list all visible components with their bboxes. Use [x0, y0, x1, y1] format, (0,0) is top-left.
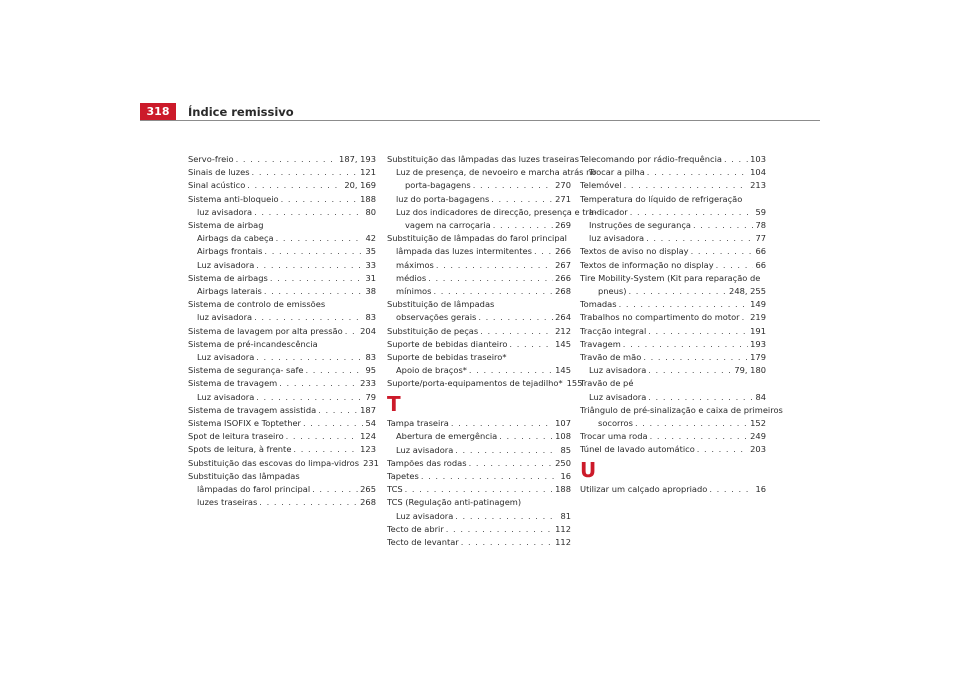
index-entry-label: luz do porta-bagagens — [396, 193, 490, 204]
index-entry-page: 112 — [555, 536, 571, 547]
dot-leader — [428, 273, 553, 285]
dot-leader — [509, 339, 553, 351]
dot-leader — [499, 431, 553, 443]
index-entry-label: luz avisadora — [589, 233, 645, 244]
index-entry-label: porta-bagagens — [405, 180, 471, 191]
index-entry — [387, 286, 571, 298]
dot-leader — [635, 418, 748, 430]
dot-leader — [446, 524, 553, 536]
index-entry-label: médios — [396, 272, 427, 283]
index-entry-label: Tracção integral — [580, 325, 647, 336]
index-entry — [188, 260, 376, 272]
dot-leader — [534, 246, 553, 258]
index-entry-page: 204 — [360, 325, 376, 336]
index-heading: TCS (Regulação anti-patinagem) — [387, 497, 522, 508]
dot-leader — [709, 484, 753, 496]
dot-leader — [648, 365, 732, 377]
dot-leader — [279, 378, 358, 390]
index-entry — [387, 260, 571, 272]
dot-leader — [624, 180, 749, 192]
index-column-3 — [580, 154, 783, 497]
index-entry-page: 66 — [755, 246, 766, 257]
dot-leader — [270, 273, 364, 285]
index-entry-label: Sistema de lavagem por alta pressão — [188, 325, 343, 336]
index-entry-label: Utilizar um calçado apropriado — [580, 484, 708, 495]
dot-leader — [303, 418, 363, 430]
index-entry — [580, 299, 766, 311]
index-entry-label: Trabalhos no compartimento do motor — [580, 312, 740, 323]
dot-leader — [650, 431, 749, 443]
index-entry-page: 112 — [555, 523, 571, 534]
index-entry — [387, 524, 571, 536]
dot-leader — [256, 260, 363, 272]
index-entry-label: Sistema de airbags — [188, 272, 268, 283]
dot-leader — [693, 220, 753, 232]
dot-leader — [254, 207, 363, 219]
index-entry — [387, 484, 571, 496]
dot-leader — [436, 260, 553, 272]
index-entry — [580, 365, 766, 377]
index-entry-label: Luz avisadora — [589, 391, 647, 402]
index-entry-label: Indicador — [589, 206, 628, 217]
index-column-1 — [188, 154, 379, 510]
index-entry-page: 212 — [555, 325, 571, 336]
dot-leader — [742, 312, 749, 324]
index-entry — [188, 194, 376, 206]
index-entry-page: 80 — [365, 206, 376, 217]
dot-leader — [345, 326, 358, 338]
index-entry — [188, 154, 376, 166]
index-entry-page: 79 — [365, 391, 376, 402]
dot-leader — [259, 497, 358, 509]
dot-leader — [254, 312, 363, 324]
index-entry — [580, 392, 766, 404]
index-heading: Temperatura do líquido de refrigeração — [580, 193, 743, 204]
index-entry-page: 250 — [555, 457, 571, 468]
index-entry-label: TCS — [387, 484, 403, 495]
dot-leader — [451, 418, 553, 430]
index-entry — [387, 339, 571, 351]
index-heading: Sistema de airbag — [188, 220, 264, 231]
index-entry — [580, 233, 766, 245]
index-entry-label: Luz avisadora — [197, 259, 255, 270]
index-entry-page: 79, 180 — [734, 365, 766, 376]
index-entry-label: Luz avisadora — [197, 352, 255, 363]
index-entry-page: 265 — [360, 484, 376, 495]
index-entry — [188, 352, 376, 364]
index-entry-label: Airbags frontais — [197, 246, 263, 257]
index-entry-page: 187 — [360, 404, 376, 415]
dot-leader — [461, 537, 553, 549]
index-heading: Substituição das lâmpadas — [188, 470, 300, 481]
dot-leader — [469, 365, 553, 377]
index-entry-page: 193 — [750, 338, 766, 349]
dot-leader — [623, 339, 748, 351]
index-heading: Suporte de bebidas traseiro* — [387, 352, 507, 363]
dot-leader — [264, 246, 363, 258]
index-entry-label: mínimos — [396, 286, 432, 297]
index-entry — [387, 458, 571, 470]
index-entry-page: 269 — [555, 220, 571, 231]
index-entry-label: Tecto de levantar — [387, 536, 459, 547]
dot-leader — [256, 392, 363, 404]
dot-leader — [697, 444, 748, 456]
index-entry-page: 108 — [555, 431, 571, 442]
index-entry-label: vagem na carroçaria — [405, 220, 491, 231]
index-entry — [580, 260, 766, 272]
index-entry-label: lâmpada das luzes intermitentes — [396, 246, 532, 257]
dot-leader — [493, 220, 553, 232]
index-entry — [387, 445, 571, 457]
index-heading: Luz dos indicadores de direcção, presença e tra- — [396, 206, 597, 217]
index-entry — [188, 418, 376, 430]
index-entry-page: 268 — [555, 286, 571, 297]
dot-leader — [646, 233, 753, 245]
index-entry-page: 188 — [555, 484, 571, 495]
index-entry — [580, 312, 766, 324]
index-entry — [188, 497, 376, 509]
index-heading: Triângulo de pré-sinalização e caixa de primeiros — [580, 404, 783, 415]
index-entry-label: pneus) — [598, 286, 627, 297]
index-entry — [387, 312, 571, 324]
index-entry — [387, 273, 571, 285]
dot-leader — [628, 286, 727, 298]
index-entry — [188, 233, 376, 245]
dot-leader — [643, 352, 748, 364]
index-entry-page: 271 — [555, 193, 571, 204]
index-column-2 — [387, 154, 597, 550]
index-entry — [188, 444, 376, 456]
index-entry-label: Luz avisadora — [396, 444, 454, 455]
index-entry-label: luz avisadora — [197, 312, 253, 323]
index-entry-label: Sistema de travagem assistida — [188, 404, 317, 415]
dot-leader — [281, 194, 359, 206]
index-entry — [188, 207, 376, 219]
index-entry-page: 179 — [750, 352, 766, 363]
index-entry-page: 249 — [750, 431, 766, 442]
index-entry — [188, 286, 376, 298]
page-number: 318 — [140, 103, 176, 121]
index-entry — [387, 194, 571, 206]
index-entry — [580, 339, 766, 351]
index-entry — [580, 286, 766, 298]
index-entry-page: 77 — [755, 233, 766, 244]
dot-leader — [264, 286, 364, 298]
index-entry — [188, 326, 376, 338]
index-entry-page: 268 — [360, 497, 376, 508]
index-entry-label: observações gerais — [396, 312, 477, 323]
index-entry-label: Travão de mão — [580, 352, 642, 363]
dot-leader — [473, 180, 553, 192]
index-entry — [387, 511, 571, 523]
index-entry-page: 203 — [750, 444, 766, 455]
index-entry-page: 266 — [555, 272, 571, 283]
index-entry-label: Apoio de braços* — [396, 365, 467, 376]
dot-leader — [455, 445, 558, 457]
index-entry-page: 20, 169 — [344, 180, 376, 191]
index-entry-page: 54 — [365, 418, 376, 429]
index-entry-label: luz avisadora — [197, 206, 253, 217]
dot-leader — [252, 167, 359, 179]
dot-leader — [478, 312, 553, 324]
index-entry-page: 264 — [555, 312, 571, 323]
index-entry — [188, 484, 376, 496]
index-heading: Substituição de lâmpadas — [387, 299, 495, 310]
index-entry-label: Tecto de abrir — [387, 523, 444, 534]
index-entry-label: Tomadas — [580, 299, 617, 310]
index-entry-label: Abertura de emergência — [396, 431, 498, 442]
index-entry-label: Telemóvel — [580, 180, 622, 191]
index-entry-label: Travagem — [580, 338, 621, 349]
index-entry-page: 270 — [555, 180, 571, 191]
index-entry-page: 78 — [755, 220, 766, 231]
index-entry — [188, 431, 376, 443]
index-entry — [580, 154, 766, 166]
index-entry — [387, 471, 571, 483]
dot-leader — [630, 207, 754, 219]
index-entry-label: socorros — [598, 418, 633, 429]
index-entry — [387, 326, 571, 338]
index-section-letter: U — [580, 458, 597, 483]
index-entry-label: Sinais de luzes — [188, 167, 250, 178]
index-entry — [580, 352, 766, 364]
index-entry-label: Spots de leitura, à frente — [188, 444, 292, 455]
index-entry — [188, 392, 376, 404]
index-entry-page: 267 — [555, 259, 571, 270]
index-entry-page: 83 — [365, 312, 376, 323]
dot-leader — [421, 471, 559, 483]
index-entry-page: 152 — [750, 418, 766, 429]
index-heading: Sistema de controlo de emissões — [188, 299, 326, 310]
index-entry-label: Trocar a pilha — [589, 167, 645, 178]
index-entry-label: Airbags da cabeça — [197, 233, 274, 244]
index-entry — [387, 365, 571, 377]
dot-leader — [648, 392, 753, 404]
index-entry-page: 84 — [755, 391, 766, 402]
index-entry-page: 103 — [750, 154, 766, 164]
index-entry-label: Túnel de lavado automático — [580, 444, 695, 455]
index-entry-label: Luz avisadora — [589, 365, 647, 376]
index-entry — [580, 207, 766, 219]
index-entry-page: 35 — [365, 246, 376, 257]
index-entry — [387, 537, 571, 549]
index-entry — [387, 418, 571, 430]
index-entry-label: Tampões das rodas — [387, 457, 467, 468]
dot-leader — [405, 484, 554, 496]
dot-leader — [312, 484, 358, 496]
index-entry-page: 248, 255 — [729, 286, 766, 297]
index-entry-label: Telecomando por rádio-frequência — [580, 154, 722, 164]
index-entry-label: Textos de informação no display — [580, 259, 714, 270]
index-entry — [188, 378, 376, 390]
dot-leader — [276, 233, 364, 245]
page-title: Índice remissivo — [188, 105, 294, 119]
index-entry — [188, 312, 376, 324]
index-entry — [188, 457, 379, 470]
index-entry — [188, 365, 376, 377]
index-entry-page: 233 — [360, 378, 376, 389]
index-entry-page: 83 — [365, 352, 376, 363]
dot-leader — [286, 431, 359, 443]
index-entry-label: lâmpadas do farol principal — [197, 484, 311, 495]
index-entry — [387, 431, 571, 443]
index-entry-page: 107 — [555, 418, 571, 429]
dot-leader — [293, 444, 358, 456]
index-entry-label: Instruções de segurança — [589, 220, 692, 231]
index-entry — [387, 246, 571, 258]
dot-leader — [716, 260, 754, 272]
index-entry-label: Textos de aviso no display — [580, 246, 689, 257]
index-entry — [580, 180, 766, 192]
index-entry — [580, 326, 766, 338]
index-entry-page: 81 — [560, 510, 571, 521]
index-entry-page: 145 — [555, 365, 571, 376]
index-entry-page: 145 — [555, 338, 571, 349]
index-entry-label: Sinal acústico — [188, 180, 246, 191]
dot-leader — [455, 511, 558, 523]
index-entry-page: 155 — [566, 378, 583, 389]
index-entry-label: máximos — [396, 259, 434, 270]
index-entry-label: Luz avisadora — [396, 510, 454, 521]
index-entry-label: Substituição das escovas do limpa-vidros — [188, 457, 360, 468]
index-entry-label: Airbags laterais — [197, 286, 262, 297]
index-entry-page: 95 — [365, 365, 376, 376]
index-entry-page: 33 — [365, 259, 376, 270]
dot-leader — [619, 299, 749, 311]
index-heading: Sistema de pré-incandescência — [188, 338, 318, 349]
index-entry-label: Trocar uma roda — [580, 431, 648, 442]
index-entry-label: Sistema de segurança- safe — [188, 365, 304, 376]
index-entry-page: 59 — [755, 206, 766, 217]
dot-leader — [247, 180, 342, 192]
index-entry-page: 123 — [360, 444, 376, 455]
index-heading: Luz de presença, de nevoeiro e marcha atrás no — [396, 167, 597, 178]
index-entry-page: 38 — [365, 286, 376, 297]
index-entry — [580, 246, 766, 258]
index-entry — [580, 431, 766, 443]
index-entry — [188, 246, 376, 258]
index-entry-page: 188 — [360, 193, 376, 204]
index-entry-label: Sistema ISOFIX e Toptether — [188, 418, 301, 429]
index-entry — [387, 180, 571, 192]
dot-leader — [318, 405, 358, 417]
dot-leader — [491, 194, 553, 206]
dot-leader — [480, 326, 553, 338]
index-entry — [188, 167, 376, 179]
index-entry — [387, 220, 571, 232]
index-entry-label: Suporte/porta-equipamentos de tejadilho* — [387, 378, 563, 389]
index-entry-page: 191 — [750, 325, 766, 336]
index-entry-label: luzes traseiras — [197, 497, 258, 508]
index-heading: Substituição de lâmpadas do farol principal — [387, 233, 567, 244]
index-entry — [580, 418, 766, 430]
index-entry-page: 31 — [365, 272, 376, 283]
dot-leader — [236, 154, 337, 166]
index-entry-label: Tapetes — [387, 470, 419, 481]
index-heading: Tire Mobility-System (Kit para reparação de — [580, 272, 761, 283]
index-entry-label: Substituição de peças — [387, 325, 479, 336]
dot-leader — [647, 167, 748, 179]
index-entry-label: Spot de leitura traseiro — [188, 431, 284, 442]
index-entry-label: Tampa traseira — [387, 418, 449, 429]
dot-leader — [433, 286, 553, 298]
index-entry-page: 266 — [555, 246, 571, 257]
index-entry-page: 231 — [363, 457, 379, 468]
dot-leader — [648, 326, 748, 338]
dot-leader — [469, 458, 554, 470]
index-entry — [188, 273, 376, 285]
index-entry — [580, 167, 766, 179]
index-entry-page: 124 — [360, 431, 376, 442]
index-entry-page: 149 — [750, 299, 766, 310]
index-entry-page: 85 — [560, 444, 571, 455]
index-entry-label: Servo-freio — [188, 154, 234, 164]
index-entry-page: 42 — [365, 233, 376, 244]
index-entry-page: 66 — [755, 259, 766, 270]
index-section-letter: T — [387, 392, 401, 417]
dot-leader — [724, 154, 748, 166]
index-entry — [580, 220, 766, 232]
index-entry — [580, 484, 766, 496]
index-heading: Substituição das lâmpadas das luzes traseiras — [387, 154, 579, 164]
index-entry-page: 16 — [755, 484, 766, 495]
index-entry — [387, 378, 583, 390]
header-rule — [140, 120, 820, 121]
index-entry-page: 16 — [560, 470, 571, 481]
index-entry-page: 121 — [360, 167, 376, 178]
index-entry-page: 104 — [750, 167, 766, 178]
index-entry-label: Sistema de travagem — [188, 378, 278, 389]
index-entry — [580, 444, 766, 456]
index-entry — [188, 180, 376, 192]
index-entry-label: Sistema anti-bloqueio — [188, 193, 279, 204]
dot-leader — [691, 246, 754, 258]
dot-leader — [256, 352, 363, 364]
index-entry — [188, 405, 376, 417]
index-entry-page: 213 — [750, 180, 766, 191]
index-entry-label: Luz avisadora — [197, 391, 255, 402]
index-entry-page: 219 — [750, 312, 766, 323]
dot-leader — [305, 365, 363, 377]
index-entry-label: Suporte de bebidas dianteiro — [387, 338, 508, 349]
index-heading: Travão de pé — [580, 378, 634, 389]
index-entry-page: 187, 193 — [339, 154, 376, 164]
